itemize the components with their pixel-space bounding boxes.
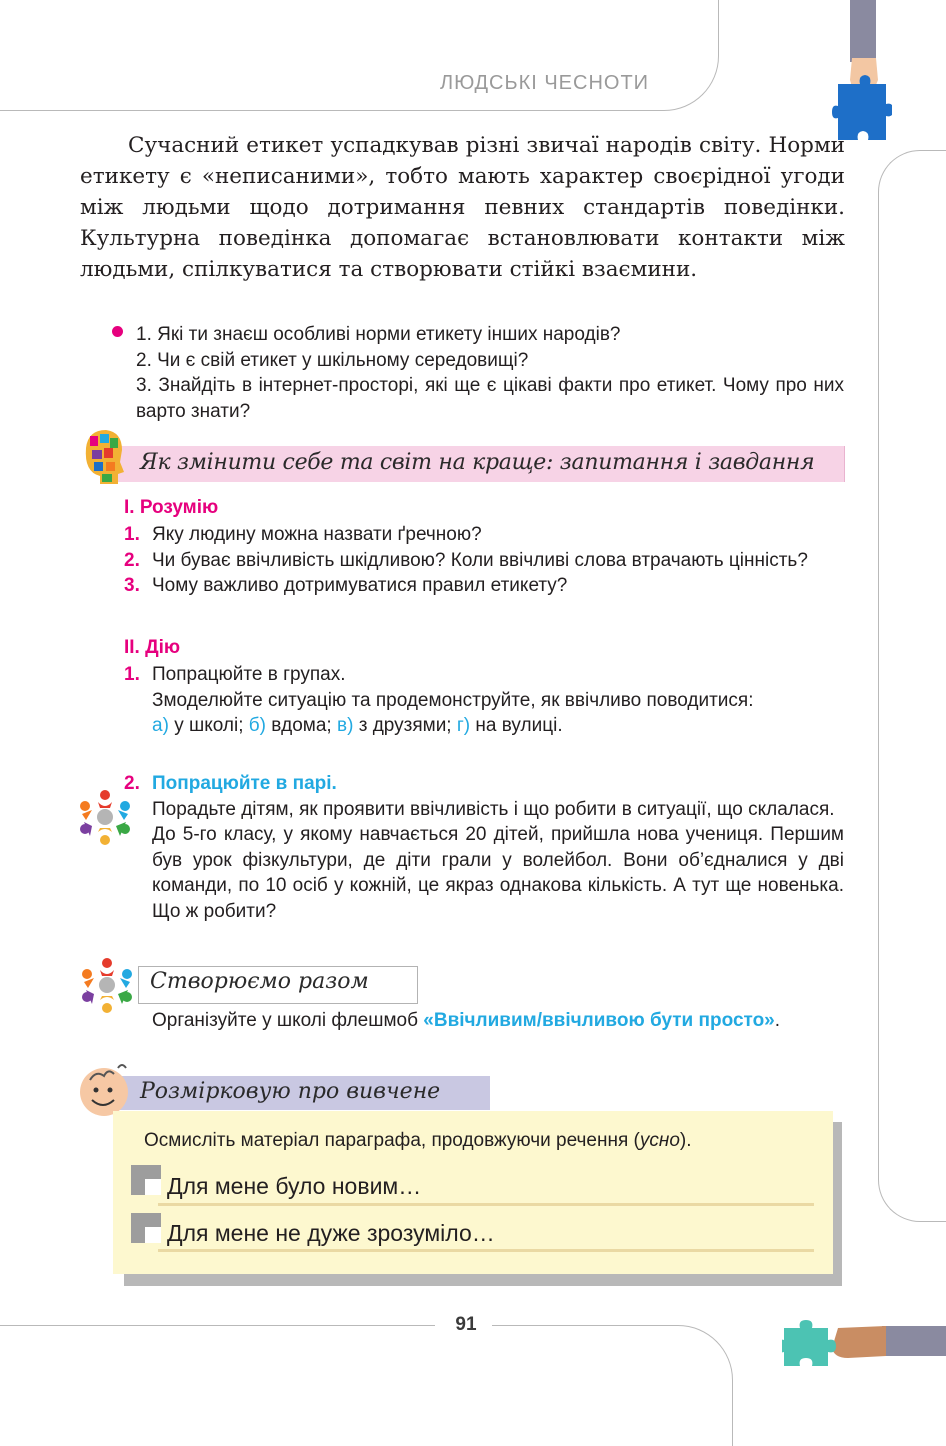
item-text: Попрацюйте в групах. — [152, 664, 346, 685]
question-list — [136, 322, 844, 424]
colorful-head-icon — [78, 428, 124, 490]
question-1: 1. Які ти знаєш особливі норми етикету інших народів? — [136, 324, 621, 345]
instruction-text: Осмисліть матеріал параграфа, продовжуючи речення ( — [144, 1130, 640, 1151]
pair-work-title: Попрацюйте в парі. — [152, 773, 337, 794]
section-act-item-2 — [124, 771, 844, 924]
item-number: 2. — [124, 549, 140, 571]
flashmob-end: . — [774, 1010, 781, 1031]
create-together-title: Створюємо разом — [150, 969, 369, 994]
pair-work-paragraph-2: До 5-го класу, у якому навчається 20 дітей, прийшла нова учениця. Першим був урок фізкультури, де діти грали у волейбол. Вони об’єдналися у дві команди, по 10 осіб у кожній, це якраз однакова кількість. А тут ще новенька. Що ж робити? — [152, 824, 844, 922]
item-text: Чому важливо дотримуватися правил етикету? — [152, 575, 568, 596]
questions-banner-title: Як змінити себе та світ на краще: запитання і завдання — [140, 450, 815, 475]
flashmob-highlight: «Ввічливим/ввічливою бути просто» — [423, 1010, 775, 1031]
prompt-marker-inner — [145, 1179, 161, 1195]
item-text: Яку людину можна назвати ґречною? — [152, 524, 482, 545]
option-text: на вулиці. — [475, 715, 563, 736]
answer-line-1 — [158, 1203, 814, 1206]
option-text: вдома; — [271, 715, 332, 736]
item-number: 1. — [124, 524, 140, 545]
item-text: Змоделюйте ситуацію та продемонструйте, як ввічливо поводитися: — [152, 689, 754, 711]
item-number: 3. — [124, 575, 140, 596]
prompt-2: Для мене не дуже зрозуміло… — [167, 1220, 495, 1246]
section-act-heading: ІІ. Дію — [124, 637, 181, 658]
intro-text — [80, 130, 845, 285]
option-letter: г) — [456, 715, 471, 736]
teamwork-people-icon — [76, 788, 134, 846]
teamwork-people-icon — [78, 956, 136, 1014]
item-number: 1. — [124, 664, 140, 685]
option-text: з друзями; — [358, 715, 452, 736]
question-2: 2. Чи є свій етикет у шкільному середовищі? — [136, 349, 529, 371]
option-letter: в) — [337, 715, 354, 736]
intro-paragraph: Сучасний етикет успадкував різні звичаї народів світу. Норми етикету є «неписаними», тобто мають характер своєрідної угоди між людьми щодо дотримання певних стандартів поведінки. Культурна поведінка допомагає встановлювати контакти між людьми, спілкуватися та створювати стійкі взаємини. — [80, 133, 845, 282]
thinking-face-icon — [78, 1062, 132, 1118]
option-letter: б) — [248, 715, 266, 736]
page-frame-bottom-right — [492, 1325, 733, 1446]
instruction-end: ). — [679, 1130, 692, 1151]
question-bullet — [112, 326, 123, 337]
option-letter: а) — [152, 715, 169, 736]
chapter-title: ЛЮДСЬКІ ЧЕСНОТИ — [440, 72, 650, 94]
option-text: у школі; — [174, 715, 244, 736]
item-text: Чи буває ввічливість шкідливою? Коли ввічливі слова втрачають цінність? — [152, 549, 808, 571]
options-line — [152, 713, 844, 739]
item-number: 2. — [124, 773, 140, 794]
pair-work-paragraph-1: Порадьте дітям, як проявити ввічливість і що робити в ситуації, що склалася. — [152, 798, 835, 820]
reflect-title: Розмірковую про вивчене — [140, 1079, 441, 1104]
prompt-1: Для мене було новим… — [167, 1173, 422, 1199]
instruction-italic: усно — [639, 1130, 680, 1151]
section-understand-heading: І. Розумію — [124, 497, 219, 518]
prompt-marker-inner — [145, 1227, 161, 1243]
section-act-item-1 — [124, 662, 844, 739]
hand-puzzle-top-icon — [832, 0, 892, 150]
page-frame-bottom-left — [0, 1325, 435, 1326]
question-3: 3. Знайдіть в інтернет-просторі, які ще є цікаві факти про етикет. Чому про них варто знати? — [136, 375, 844, 422]
page-frame-right — [878, 150, 946, 1222]
answer-line-2 — [158, 1249, 814, 1252]
flashmob-text: Організуйте у школі флешмоб — [152, 1010, 424, 1031]
reflect-instruction — [144, 1130, 692, 1152]
page-number: 91 — [455, 1314, 477, 1335]
section-understand-list — [124, 522, 844, 599]
create-together-text — [152, 1008, 812, 1034]
hand-puzzle-bottom-icon — [782, 1318, 946, 1374]
